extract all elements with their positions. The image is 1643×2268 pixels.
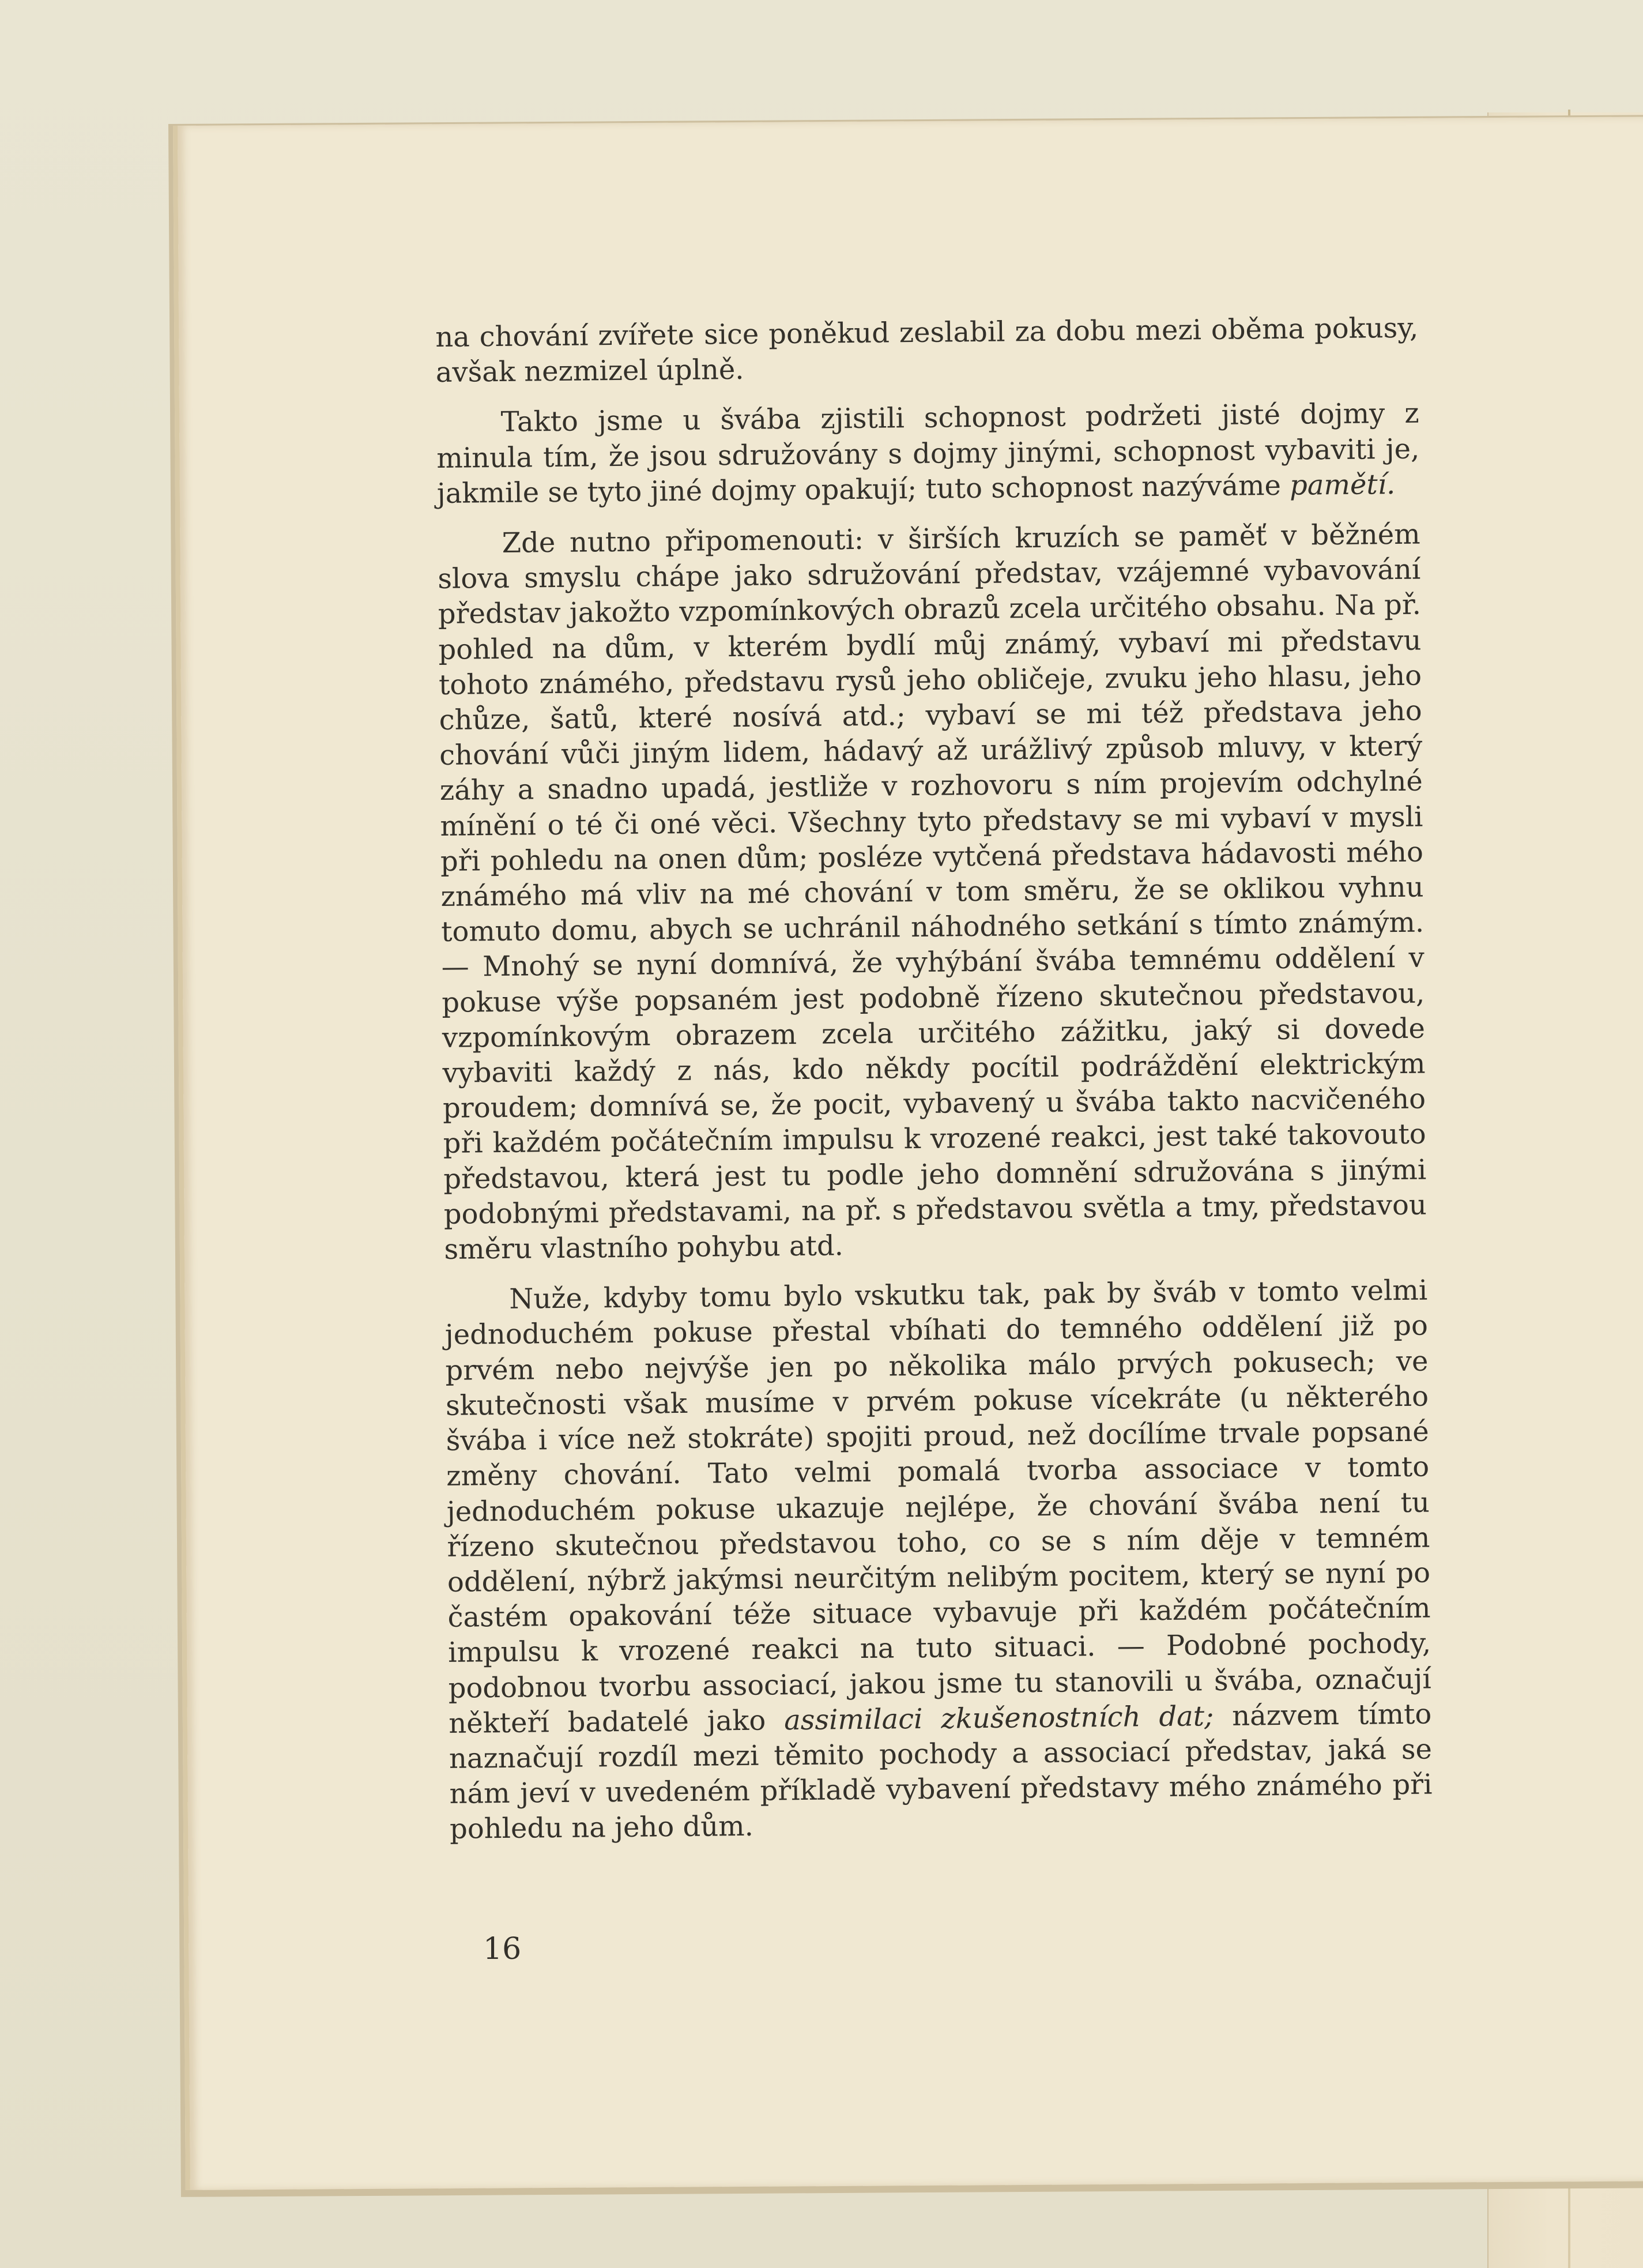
paragraph-1: na chování zvířete sice poněkud zeslabil za dobu mezi oběma pokusy, avšak nezmizel úplně. — [435, 311, 1419, 389]
paragraph-2 — [436, 396, 1420, 511]
paragraph-2-emphasis: pamětí. — [1289, 468, 1396, 502]
paragraph-4 — [444, 1273, 1433, 1848]
paragraph-2-text: Takto jsme u švába zjistili schopnost podržeti jisté dojmy z minula tím, že jsou sdružovány s dojmy jinými, schopnost vybaviti je, jakmile se tyto jiné dojmy opakují; tuto schopnost nazýváme — [436, 397, 1420, 510]
paragraph-4-text-after: názvem tímto naznačují rozdíl mezi těmito pochody a associací představ, jaká se nám jeví v uvedeném příkladě vybavení představy mého známého při pohledu na jeho dům. — [449, 1698, 1433, 1846]
paragraph-4-emphasis: assimilaci zkušenostních dat; — [783, 1699, 1214, 1737]
paragraph-3: Zde nutno připomenouti: v širších kruzích se paměť v běžném slova smyslu chápe jako sdružování představ, vzájemné vybavování představ jakožto vzpomínkových obrazů zcela určitého obsahu. Na př. pohled na dům, v kterém bydlí můj známý, vybaví mi představu tohoto známého, představu rysů jeho obličeje, zvuku jeho hlasu, jeho chůze, šatů, které nosívá atd.; vybaví se mi též představa jeho chování vůči jiným lidem, hádavý až urážlivý způsob mluvy, v který záhy a snadno upadá, jestliže v rozhovoru s ním projevím odchylné mínění o té či oné věci. Všechny tyto představy se mi vybaví v mysli při pohledu na onen dům; posléze vytčená představa hádavosti mého známého má vliv na mé chování v tom směru, že se oklikou vyhnu tomuto domu, abych se uchránil náhodného setkání s tímto známým. — Mnohý se nyní domnívá, že vyhýbání švába temnému oddělení v pokuse výše popsaném jest podobně řízeno skutečnou představou, vzpomínkovým obrazem zcela určitého zážitku, jaký si dovede vybaviti každý z nás, kdo někdy pocítil podráždění elektrickým proudem; domnívá se, že pocit, vybavený u švába takto nacvičeného při každém počátečním impulsu k vrozené reakci, jest také takovouto představou, která jest tu podle jeho domnění sdružována s jinými podobnými představami, na př. s představou světla a tmy, představou směru vlastního pohybu atd. — [438, 518, 1427, 1266]
paragraph-4-text-before: Nuže, kdyby tomu bylo vskutku tak, pak by šváb v tomto velmi jednoduchém pokuse přestal vbíhati do temného oddělení již po prvém nebo nejvýše jen po několika málo prvých pokusech; ve skutečnosti však musíme v prvém pokuse vícekráte (u některého švába i více než stokráte) spojiti proud, než docílíme trvale popsané změny chování. Tato velmi pomalá tvorba associace v tomto jednoduchém pokuse ukazuje nejlépe, že chování švába není tu řízeno skutečnou představou toho, co se s ním děje v temném oddělení, nýbrž jakýmsi neurčitým nelibým pocitem, který se nyní po častém opakování téže situace vybavuje při každém počátečním impulsu k vrozené reakci na tuto situaci. — Podobné pochody, podobnou tvorbu associací, jakou jsme tu stanovili u švába, označují někteří badatelé jako — [444, 1274, 1431, 1740]
page-number: 16 — [483, 1932, 522, 1966]
page-body — [435, 311, 1433, 1863]
